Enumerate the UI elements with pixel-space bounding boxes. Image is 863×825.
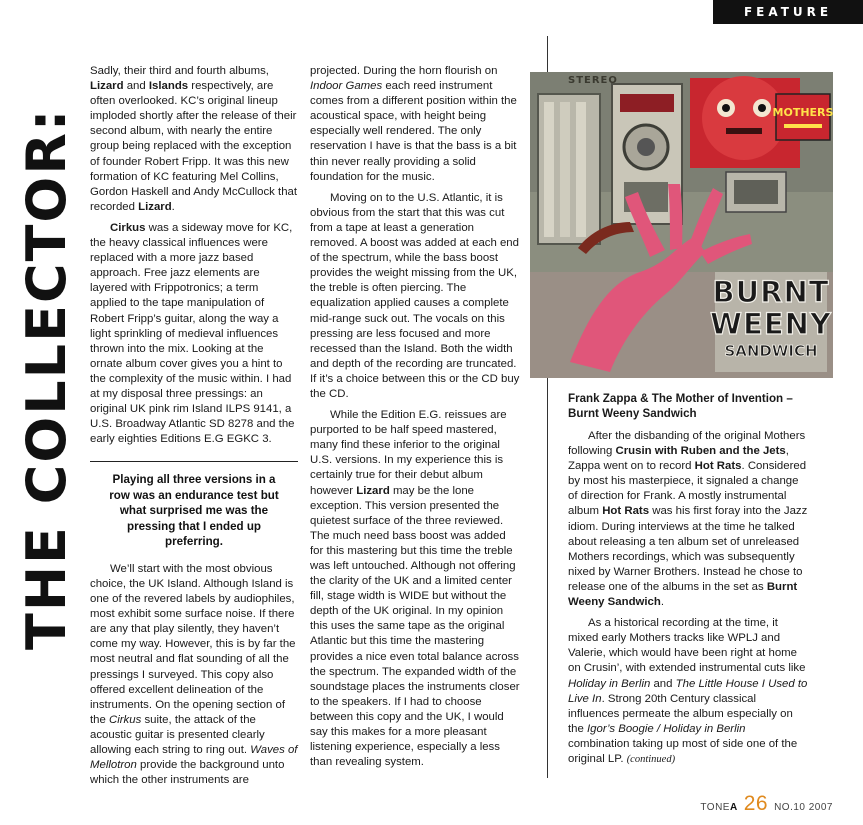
text-run: While the Edition E.G. reissues are purported to be half speed mastered, many find these inferior to the original U.S. versions. In my experience this is certainly true for their debut album however [310, 409, 507, 497]
text-run: and [123, 80, 149, 93]
article-paragraph [90, 562, 298, 788]
text-run: respectively, are often overlooked. KC’s original lineup imploded shortly after the release of their second album, with nearly the entire group being replaced with the exception of founder Robert Fripp. It was this new formation of KC featuring Mel Collins, Gordon Haskell and Andy McCullock that recorded [90, 80, 298, 213]
italic-title: Cirkus [109, 713, 142, 726]
brand-prefix: TONE [700, 802, 730, 813]
text-run: Sadly, their third and fourth albums, [90, 65, 269, 77]
bold-term: Islands [148, 80, 189, 93]
text-run: . [171, 200, 175, 213]
bold-term: Burnt Weeny Sandwich [568, 580, 798, 609]
bold-term: Lizard [356, 484, 390, 497]
text-run: projected. During the horn flourish on [310, 65, 498, 77]
band-logo: MOTHERS [772, 106, 833, 119]
bold-term: Lizard [138, 200, 172, 213]
text-run: suite, the attack of the acoustic guitar is presented clearly allowing each string to ring out. [90, 713, 265, 756]
bold-term: Hot Rats [602, 505, 650, 518]
review-heading: Frank Zappa & The Mother of Invention – Burnt Weeny Sandwich [568, 392, 793, 420]
pull-quote: Playing all three versions in a row was an endurance test but what surprised me was the pressing that I ended up preferring. [109, 473, 279, 549]
album-cover-art [530, 72, 833, 378]
column-2 [310, 64, 520, 770]
text-run: was his first foray into the Jazz idiom. During interviews at the time he talked about releasing a ten album set of unreleased Mothers recordings, which was subsequently nixed by Warner Brothers. Instead he chose to release one of the albums in the set as [568, 505, 808, 593]
album-title-line-2: WEENY [710, 307, 832, 341]
section-label: FEATURE [743, 5, 833, 19]
italic-title: Waves of Mellotron [90, 743, 298, 772]
text-run: , Zappa went on to record [568, 445, 789, 473]
vertical-heading: THE COLLECTOR: [15, 107, 78, 650]
text-run: combination taking up most of side one of the original LP. [568, 737, 798, 765]
issue-info: NO.10 2007 [774, 802, 833, 813]
bold-term: Cirkus [110, 221, 146, 234]
album-title-line-1: BURNT [712, 275, 830, 309]
stereo-label: STEREO [568, 75, 618, 86]
brand-mark: A [729, 802, 738, 813]
column-1 [90, 64, 298, 788]
italic-title: Holiday in Berlin [568, 677, 651, 690]
italic-title: Igor’s Boogie / Holiday in Berlin [587, 722, 746, 735]
pull-quote-rule [90, 461, 298, 462]
text-run: each reed instrument comes from a different position within the acoustical space, with height being especially well rendered. The only reservation I have is that the bass is a bit thin never really providing a solid foundation for the music. [310, 80, 517, 183]
paragraph-body [568, 617, 807, 765]
album-title-line-3: SANDWICH [724, 342, 818, 360]
text-run: provide the background unto which the other instruments are [90, 759, 285, 787]
article-paragraph [568, 616, 810, 767]
text-run: We’ll start with the most obvious choice, the UK Island. Although Island is one of the revered labels by audiophiles, most exhibit some surface noise. If there are any that play silently, they haven’t come my way. However, this is by far the most neutral and flat sounding of all the pressings I surveyed. This copy also offered excellent delineation of the instruments. On the opening section of the [90, 562, 296, 726]
article-paragraph [568, 429, 810, 610]
magazine-brand [700, 802, 737, 813]
article-paragraph [310, 191, 520, 402]
album-cover-image [530, 72, 833, 378]
continued-note: (continued) [626, 753, 676, 765]
text-run: As a historical recording at the time, it mixed early Mothers tracks like WPLJ and Valerie, which would have been right at home on Crusin’, with extended instrumental cuts like [568, 617, 806, 675]
page-footer [700, 792, 833, 816]
article-paragraph [90, 221, 298, 447]
italic-title: The Little House I Used to Live In [568, 677, 808, 705]
text-run: may be the lone exception. This version presented the quietest surface of the three reviewed. The much need bass boost was added for this mastering but this time the treble was left untouched. Although not offering the clarity of the UK and a limited center fill, stage width is WIDE but without the depth of the UK original. In my opinion this uses the same tape as the original Atlantic but this time the mastering provides a nice even total balance across the spectrum. The expanded width of the soundstage places the instruments closer to the speakers. If I had to choose between this copy and the UK, I would say this makes for a more pleasant listening experience, especially a less than revealing system. [310, 484, 520, 769]
article-paragraph [310, 408, 520, 770]
italic-title: Indoor Games [310, 80, 383, 93]
bold-term: Lizard [90, 80, 124, 93]
text-run: . Strong 20th Century classical influences permeate the album especially on the [568, 692, 793, 735]
page-number: 26 [743, 792, 769, 815]
article-paragraph [90, 64, 298, 215]
bold-term: Crusin with Ruben and the Jets [615, 445, 786, 458]
text-run: . [660, 596, 665, 609]
article-paragraph [310, 64, 520, 185]
bold-term: Hot Rats [694, 460, 742, 473]
text-run: Moving on to the U.S. Atlantic, it is obvious from the start that this was cut from a tape at least a generation removed. A boost was added at each end of the spectrum, while the bass boost provides the weight missing from the UK, the treble is often piercing. The equalization applied causes a complete mid-range suck out. The vocals on this pressing are less focused and more recessed than the Island. Both the width and depth of the recording are truncated. If it’s a choice between this or the CD buy the CD. [310, 191, 520, 400]
text-run: After the disbanding of the original Mothers following [568, 430, 806, 458]
text-run: and [650, 677, 676, 690]
section-tab [713, 0, 863, 24]
text-run: . Considered by most his masterpiece, it signaled a change of direction for Frank. A mostly instrumental album [568, 460, 807, 518]
text-run: was a sideway move for KC, the heavy classical influences were replaced with a more jazz based approach. Free jazz elements are layered with Frippotronics; a term applied to the tape manipulation of Robert Fripp’s guitar, along the way a light sprinkling of medieval influences thrown into the mix. Looking at the ornate album cover gives you a hint to the complexity of the music within. I had at my disposal three pressings: an original UK pink rim Island ILPS 9141, a U.S. Broadway Atlantic SD 8278 and the early eighties Editions E.G EGKC 3. [90, 221, 295, 446]
column-3 [568, 391, 810, 767]
